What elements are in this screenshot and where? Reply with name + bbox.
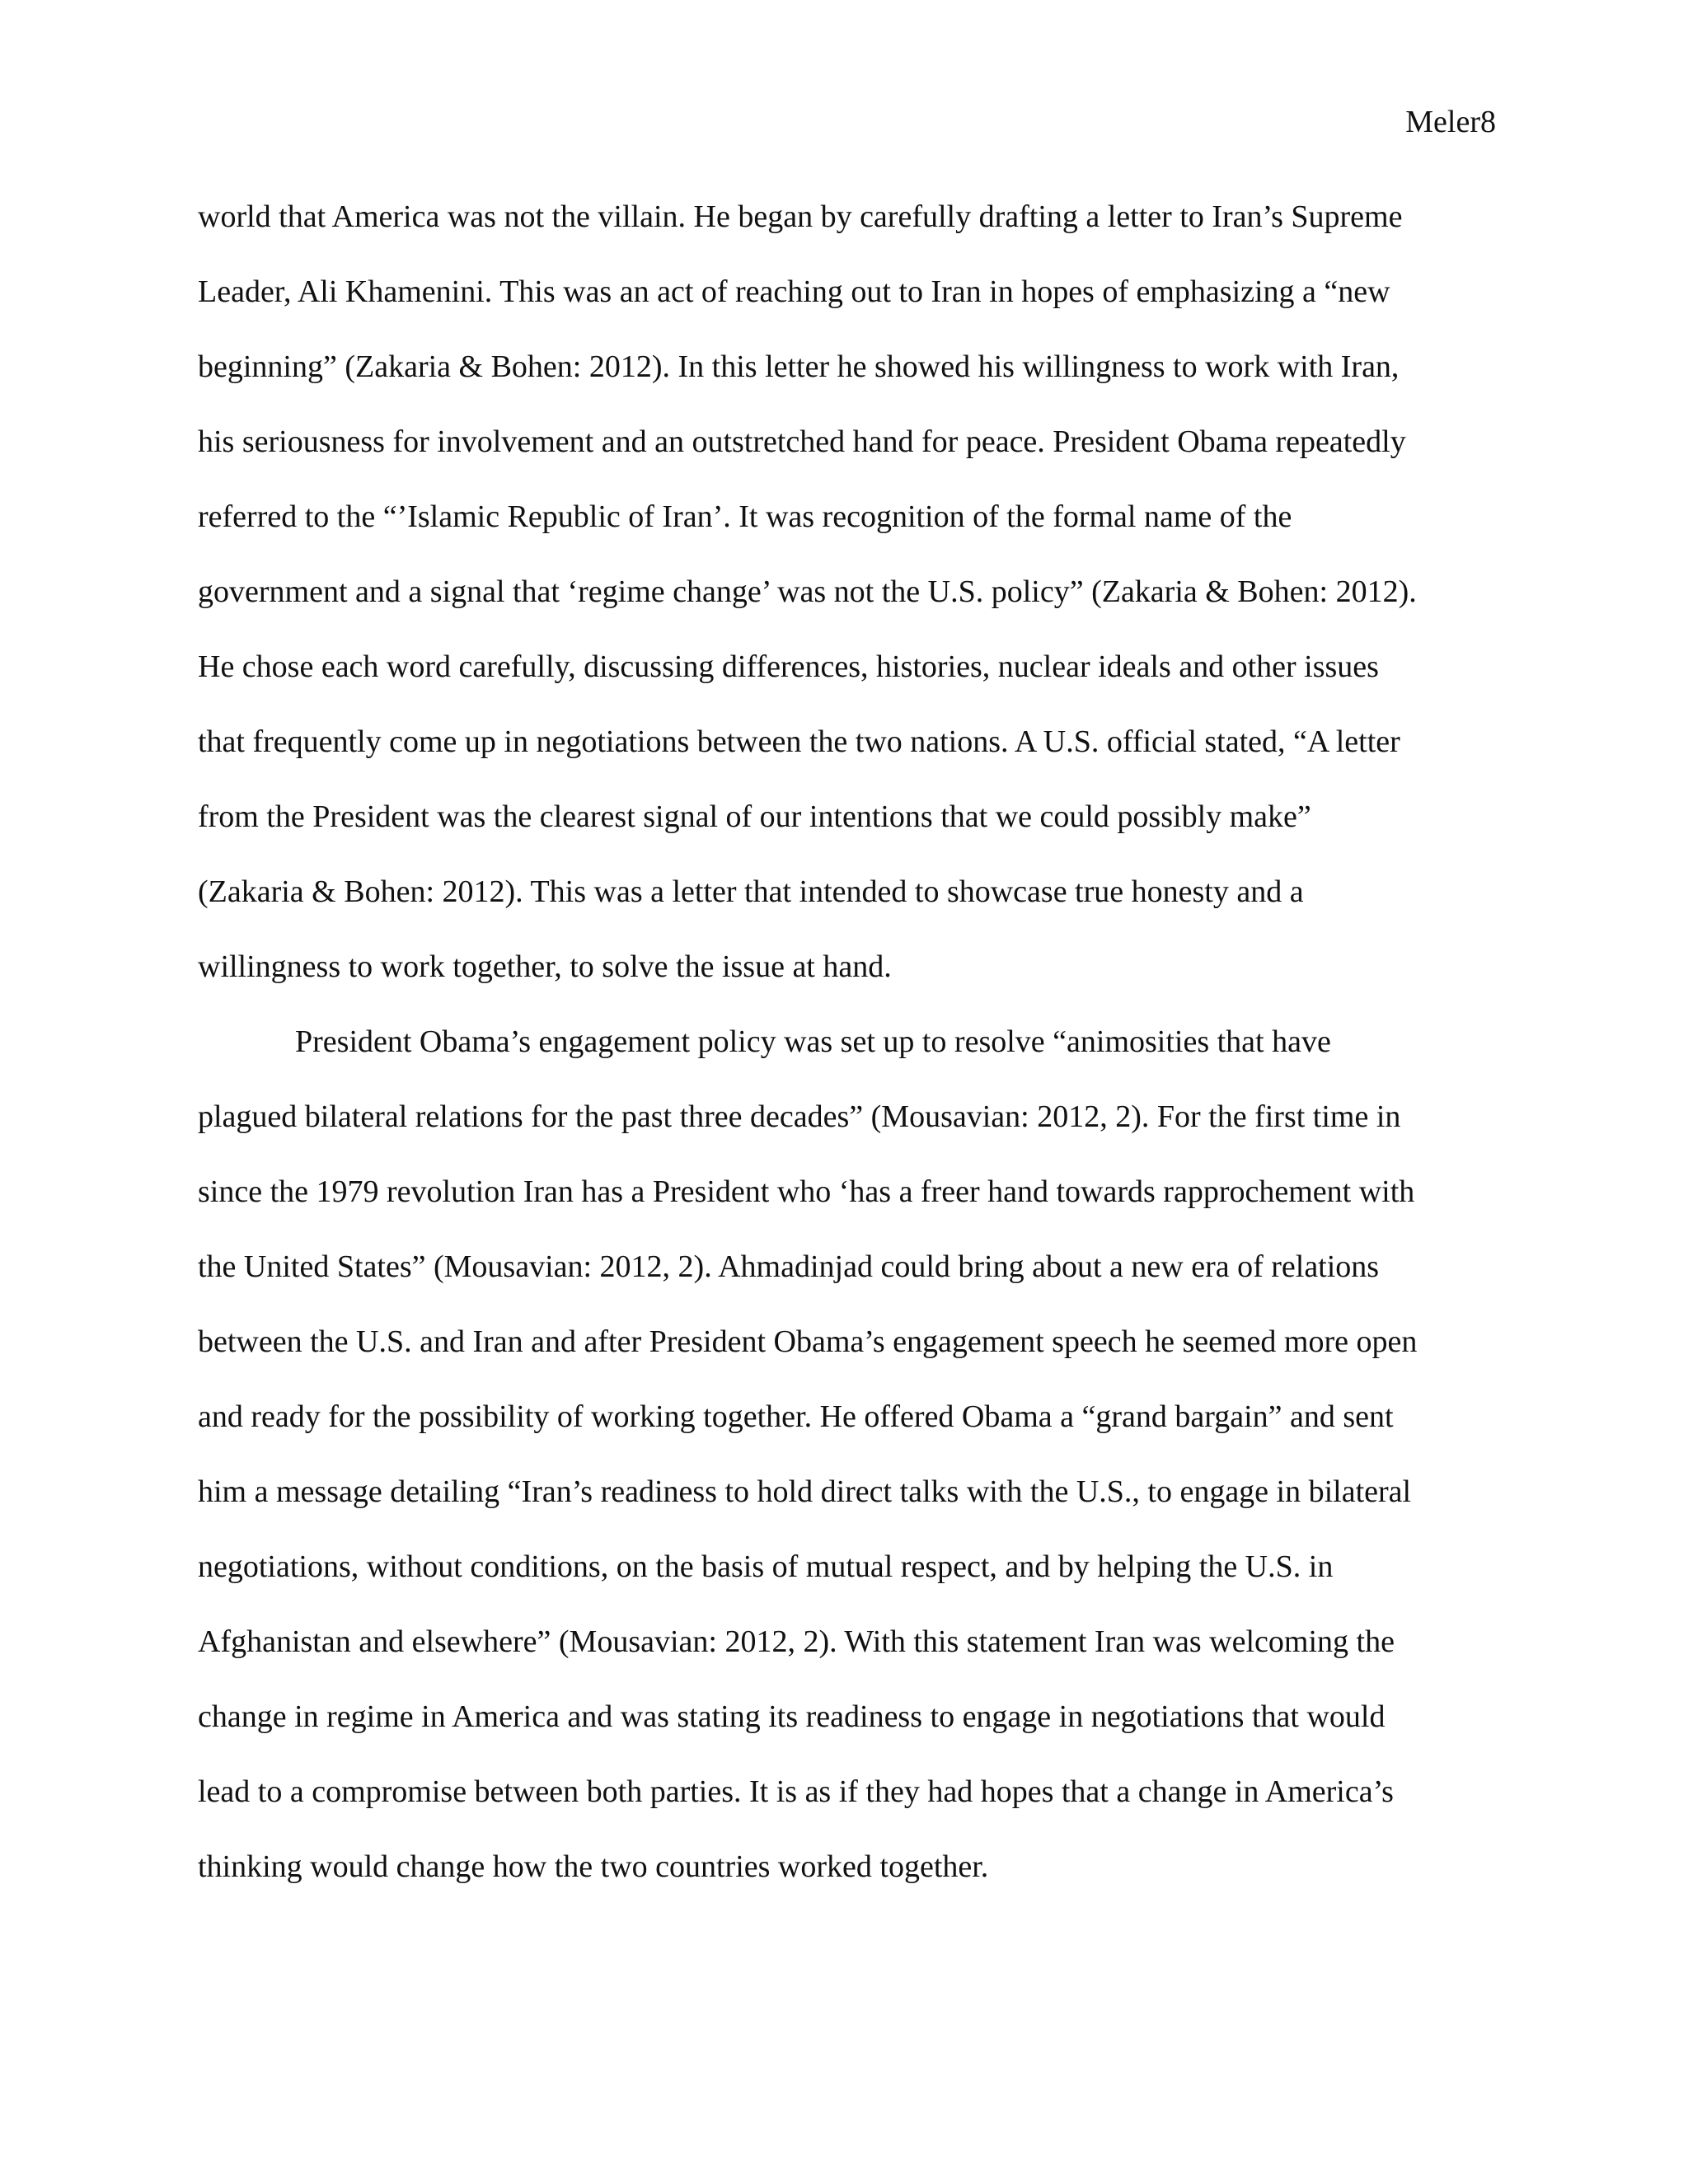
- text-line: thinking would change how the two countries worked together.: [198, 1849, 989, 1884]
- text-line: Leader, Ali Khamenini. This was an act of reaching out to Iran in hopes of emphasizing a “new: [198, 274, 1390, 309]
- text-line: change in regime in America and was stating its readiness to engage in negotiations that would: [198, 1699, 1386, 1734]
- text-line: from the President was the clearest signal of our intentions that we could possibly make”: [198, 799, 1311, 834]
- text-line: that frequently come up in negotiations between the two nations. A U.S. official stated, “A letter: [198, 724, 1400, 759]
- text-line: willingness to work together, to solve the issue at hand.: [198, 949, 892, 984]
- text-line: Afghanistan and elsewhere” (Mousavian: 2012, 2). With this statement Iran was welcoming the: [198, 1624, 1395, 1659]
- text-line: him a message detailing “Iran’s readiness to hold direct talks with the U.S., to engage in bilateral: [198, 1474, 1412, 1509]
- text-line: and ready for the possibility of working together. He offered Obama a “grand bargain” and sent: [198, 1399, 1394, 1434]
- running-head-page-number: Meler8: [1405, 105, 1496, 139]
- text-line: between the U.S. and Iran and after President Obama’s engagement speech he seemed more open: [198, 1324, 1418, 1359]
- text-line: since the 1979 revolution Iran has a President who ‘has a freer hand towards rapprochement with: [198, 1174, 1415, 1209]
- text-line: the United States” (Mousavian: 2012, 2). Ahmadinjad could bring about a new era of relations: [198, 1249, 1380, 1284]
- text-line: world that America was not the villain. He began by carefully drafting a letter to Iran’s Supreme: [198, 199, 1403, 234]
- text-line: plagued bilateral relations for the past three decades” (Mousavian: 2012, 2). For the first time in: [198, 1099, 1401, 1134]
- text-line: He chose each word carefully, discussing differences, histories, nuclear ideals and other issues: [198, 649, 1379, 684]
- text-line: negotiations, without conditions, on the basis of mutual respect, and by helping the U.S. in: [198, 1549, 1334, 1584]
- text-line: beginning” (Zakaria & Bohen: 2012). In this letter he showed his willingness to work with Iran,: [198, 349, 1400, 384]
- text-line: referred to the “’Islamic Republic of Iran’. It was recognition of the formal name of the: [198, 499, 1292, 534]
- text-line: (Zakaria & Bohen: 2012). This was a letter that intended to showcase true honesty and a: [198, 874, 1304, 909]
- paragraph-first-line: President Obama’s engagement policy was set up to resolve “animosities that have: [295, 1024, 1331, 1059]
- text-line: government and a signal that ‘regime change’ was not the U.S. policy” (Zakaria & Bohen: 2012).: [198, 574, 1417, 609]
- text-line: his seriousness for involvement and an outstretched hand for peace. President Obama repeatedly: [198, 424, 1406, 459]
- text-line: lead to a compromise between both parties. It is as if they had hopes that a change in America’s: [198, 1774, 1394, 1809]
